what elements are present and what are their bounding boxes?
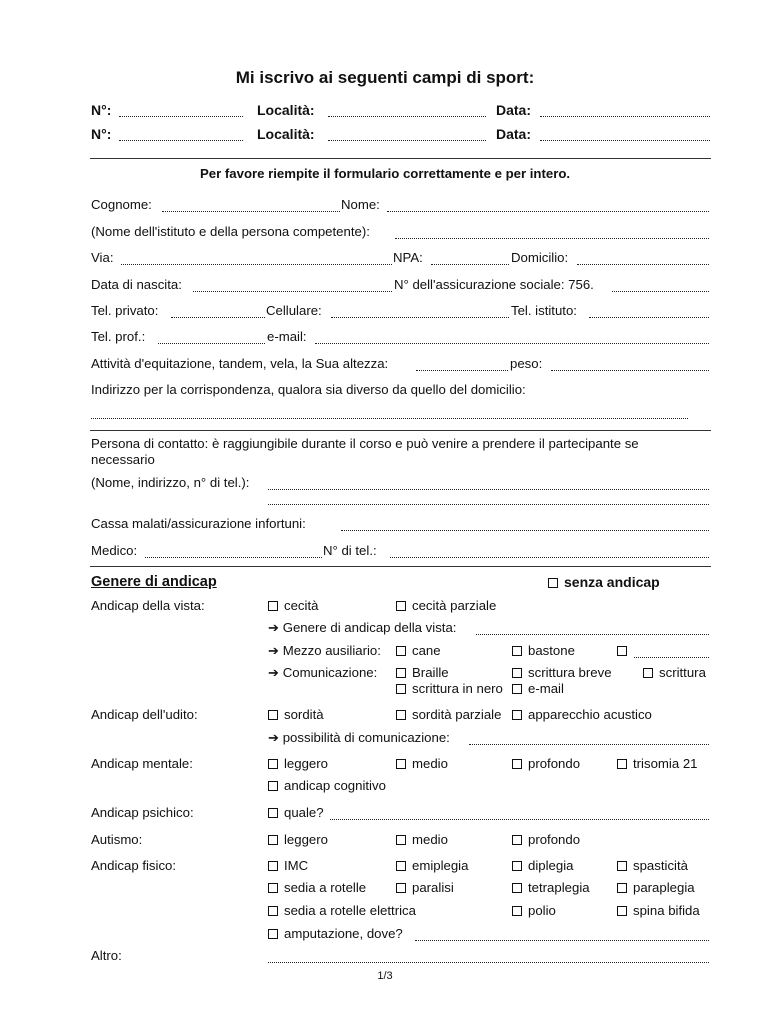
contatto-dati-label: (Nome, indirizzo, n° di tel.): (91, 475, 250, 490)
checkbox[interactable] (268, 835, 278, 845)
scrittura-option[interactable] (643, 665, 706, 680)
contatto-field-1[interactable] (268, 489, 709, 490)
checkbox[interactable] (512, 883, 522, 893)
amputazione-label: amputazione, dove? (284, 926, 403, 941)
sedia-option[interactable] (268, 880, 366, 895)
bastone-option[interactable] (512, 643, 575, 658)
header-no-label: N°: (91, 102, 112, 118)
mentale-medio-option[interactable] (396, 756, 448, 771)
contatto-label-line1: Persona di contatto: è raggiungibile durante il corso e può venire a prendere il partecipante se (91, 436, 639, 451)
via-label: Via: (91, 250, 114, 265)
quale-label: quale? (284, 805, 324, 820)
medico-tel-field[interactable] (390, 557, 709, 558)
mentale-medio-label: medio (412, 756, 448, 771)
checkbox[interactable] (396, 835, 406, 845)
checkbox[interactable] (268, 861, 278, 871)
polio-option[interactable] (512, 903, 556, 918)
nascita-field[interactable] (193, 291, 392, 292)
contatto-field-2[interactable] (268, 504, 709, 505)
sedia-label: sedia a rotelle (284, 880, 367, 895)
checkbox[interactable] (396, 668, 406, 678)
checkbox[interactable] (512, 759, 522, 769)
mentale-profondo-option[interactable] (512, 756, 580, 771)
psichico-label: Andicap psichico: (91, 805, 194, 820)
checkbox[interactable] (548, 578, 558, 588)
email-field[interactable] (315, 343, 709, 344)
indirizzo-field[interactable] (91, 418, 688, 419)
header-localita-label: Località: (257, 102, 315, 118)
header-data-label: Data: (496, 102, 532, 118)
header-no-field[interactable] (119, 116, 243, 117)
contatto-label-line2: necessario (91, 452, 155, 467)
cognome-label: Cognome: (91, 197, 152, 212)
trisomia-option[interactable] (617, 756, 698, 771)
bastone-label: bastone (528, 643, 575, 658)
checkbox[interactable] (512, 684, 522, 694)
form-title: Mi iscrivo ai seguenti campi di sport: (235, 68, 535, 87)
mentale-leggero-label: leggero (284, 756, 328, 771)
mentale-profondo-label: profondo (528, 756, 581, 771)
checkbox[interactable] (617, 861, 627, 871)
header-no-label-2: N°: (91, 126, 112, 142)
checkbox[interactable] (396, 646, 406, 656)
mentale-label: Andicap mentale: (91, 756, 193, 771)
checkbox[interactable] (512, 646, 522, 656)
paralisi-label: paralisi (412, 880, 454, 895)
quale-option[interactable] (268, 805, 324, 820)
domicilio-field[interactable] (577, 264, 709, 265)
autismo-leggero-label: leggero (284, 832, 328, 847)
sordita-label: sordità (284, 707, 324, 722)
apparecchio-label: apparecchio acustico (528, 707, 652, 722)
sedia-elettrica-option[interactable] (268, 903, 416, 918)
checkbox[interactable] (617, 759, 627, 769)
spasticita-option[interactable] (617, 858, 688, 873)
npa-label: NPA: (393, 250, 423, 265)
emiplegia-option[interactable] (396, 858, 468, 873)
checkbox[interactable] (512, 861, 522, 871)
altezza-field[interactable] (416, 370, 508, 371)
checkbox[interactable] (396, 601, 406, 611)
altro-label: Altro: (91, 948, 122, 963)
autismo-leggero-option[interactable] (268, 832, 328, 847)
checkbox[interactable] (512, 668, 522, 678)
cecita-option[interactable] (268, 598, 318, 613)
diplegia-option[interactable] (512, 858, 573, 873)
checkbox[interactable] (643, 668, 653, 678)
possibilita-field[interactable] (469, 744, 709, 745)
spina-bifida-label: spina bifida (633, 903, 700, 918)
cognitivo-label: andicap cognitivo (284, 778, 386, 793)
indirizzo-label: Indirizzo per la corrispondenza, qualora sia diverso da quello del domicilio: (91, 382, 526, 397)
checkbox[interactable] (617, 646, 627, 656)
page-number: 1/3 (377, 970, 393, 982)
scrittura-breve-label: scrittura breve (528, 665, 612, 680)
paraplegia-label: paraplegia (633, 880, 695, 895)
sedia-elettrica-label: sedia a rotelle elettrica (284, 903, 416, 918)
comunicazione-label: ➔ Comunicazione: (268, 665, 378, 680)
tel-prof-field[interactable] (158, 343, 265, 344)
cognitivo-option[interactable] (268, 778, 386, 793)
nome-label: Nome: (341, 197, 380, 212)
cassa-label: Cassa malati/assicurazione infortuni: (91, 516, 306, 531)
cassa-field[interactable] (341, 530, 709, 531)
autismo-profondo-label: profondo (528, 832, 581, 847)
checkbox[interactable] (512, 835, 522, 845)
cecita-parziale-label: cecità parziale (412, 598, 497, 613)
checkbox[interactable] (268, 808, 278, 818)
checkbox[interactable] (268, 883, 278, 893)
sordita-option[interactable] (268, 707, 324, 722)
checkbox[interactable] (268, 759, 278, 769)
genere-vista-label: ➔ Genere di andicap della vista: (268, 620, 457, 635)
fisico-label: Andicap fisico: (91, 858, 177, 873)
istituto-field[interactable] (395, 238, 709, 239)
checkbox[interactable] (268, 601, 278, 611)
amputazione-option[interactable] (268, 926, 403, 941)
nascita-label: Data di nascita: (91, 277, 182, 292)
checkbox[interactable] (268, 781, 278, 791)
avs-label: N° dell'assicurazione sociale: 756. (394, 277, 594, 292)
sordita-parziale-label: sordità parziale (412, 707, 502, 722)
tel-istituto-field[interactable] (589, 317, 709, 318)
imc-option[interactable] (268, 858, 308, 873)
header-no-field-2[interactable] (119, 140, 243, 141)
istituto-label: (Nome dell'istituto e della persona competente): (91, 224, 370, 239)
divider (90, 430, 711, 431)
spasticita-label: spasticità (633, 858, 688, 873)
email-option-label: e-mail (528, 681, 564, 696)
scrittura-breve-option[interactable] (512, 665, 612, 680)
via-field[interactable] (121, 264, 392, 265)
tel-privato-label: Tel. privato: (91, 303, 159, 318)
email-option[interactable] (512, 681, 564, 696)
mezzo-label: ➔ Mezzo ausiliario: (268, 643, 381, 658)
checkbox[interactable] (396, 883, 406, 893)
spina-bifida-option[interactable] (617, 903, 700, 918)
autismo-medio-label: medio (412, 832, 448, 847)
domicilio-label: Domicilio: (511, 250, 569, 265)
senza-andicap-option[interactable] (548, 574, 660, 590)
disability-heading: Genere di andicap (91, 574, 217, 590)
header-localita-label-2: Località: (257, 126, 315, 142)
checkbox[interactable] (617, 906, 627, 916)
medico-field[interactable] (145, 557, 322, 558)
possibilita-label: ➔ possibilità di comunicazione: (268, 730, 450, 745)
tel-prof-label: Tel. prof.: (91, 329, 146, 344)
mezzo-altro-option[interactable] (617, 643, 633, 658)
medico-label: Medico: (91, 543, 138, 558)
cecita-label: cecità (284, 598, 319, 613)
autismo-label: Autismo: (91, 832, 143, 847)
header-localita-field[interactable] (328, 116, 486, 117)
paraplegia-option[interactable] (617, 880, 695, 895)
email-label: e-mail: (267, 329, 307, 344)
polio-label: polio (528, 903, 556, 918)
cellulare-label: Cellulare: (266, 303, 322, 318)
tetraplegia-label: tetraplegia (528, 880, 590, 895)
trisomia-label: trisomia 21 (633, 756, 698, 771)
udito-label: Andicap dell'udito: (91, 707, 198, 722)
checkbox[interactable] (268, 906, 278, 916)
autismo-profondo-option[interactable] (512, 832, 580, 847)
tetraplegia-option[interactable] (512, 880, 590, 895)
peso-field[interactable] (551, 370, 709, 371)
mezzo-altro-field[interactable] (634, 657, 709, 658)
scrittura-nero-option[interactable] (396, 681, 503, 696)
checkbox[interactable] (396, 861, 406, 871)
checkbox[interactable] (512, 710, 522, 720)
sordita-parziale-option[interactable] (396, 707, 501, 722)
cognome-field[interactable] (162, 211, 340, 212)
peso-label: peso: (510, 356, 543, 371)
scrittura-nero-label: scrittura in nero (412, 681, 503, 696)
form-notice: Per favore riempite il formulario correttamente e per intero. (199, 166, 571, 181)
checkbox[interactable] (396, 710, 406, 720)
header-data-label-2: Data: (496, 126, 532, 142)
cecita-parziale-option[interactable] (396, 598, 496, 613)
divider (90, 158, 711, 159)
braille-option[interactable] (396, 665, 449, 680)
braille-label: Braille (412, 665, 449, 680)
genere-vista-field[interactable] (476, 634, 709, 635)
altro-field[interactable] (268, 962, 709, 963)
scrittura-label: scrittura (659, 665, 706, 680)
tel-istituto-label: Tel. istituto: (511, 303, 577, 318)
checkbox[interactable] (617, 883, 627, 893)
avs-field[interactable] (612, 291, 709, 292)
medico-tel-label: N° di tel.: (323, 543, 377, 558)
checkbox[interactable] (268, 710, 278, 720)
divider (90, 566, 711, 567)
autismo-medio-option[interactable] (396, 832, 448, 847)
senza-andicap-label: senza andicap (564, 574, 660, 590)
diplegia-label: diplegia (528, 858, 574, 873)
emiplegia-label: emiplegia (412, 858, 469, 873)
cane-option[interactable] (396, 643, 441, 658)
header-localita-field-2[interactable] (328, 140, 486, 141)
cellulare-field[interactable] (331, 317, 509, 318)
attivita-label: Attività d'equitazione, tandem, vela, la Sua altezza: (91, 356, 389, 371)
npa-field[interactable] (431, 264, 509, 265)
header-data-field[interactable] (540, 116, 710, 117)
vista-label: Andicap della vista: (91, 598, 205, 613)
checkbox[interactable] (512, 906, 522, 916)
mentale-leggero-option[interactable] (268, 756, 328, 771)
quale-field[interactable] (330, 819, 709, 820)
header-data-field-2[interactable] (540, 140, 710, 141)
cane-label: cane (412, 643, 441, 658)
nome-field[interactable] (387, 211, 709, 212)
paralisi-option[interactable] (396, 880, 454, 895)
checkbox[interactable] (268, 929, 278, 939)
amputazione-field[interactable] (415, 940, 709, 941)
checkbox[interactable] (396, 684, 406, 694)
imc-label: IMC (284, 858, 309, 873)
checkbox[interactable] (396, 759, 406, 769)
apparecchio-option[interactable] (512, 707, 652, 722)
tel-privato-field[interactable] (171, 317, 265, 318)
